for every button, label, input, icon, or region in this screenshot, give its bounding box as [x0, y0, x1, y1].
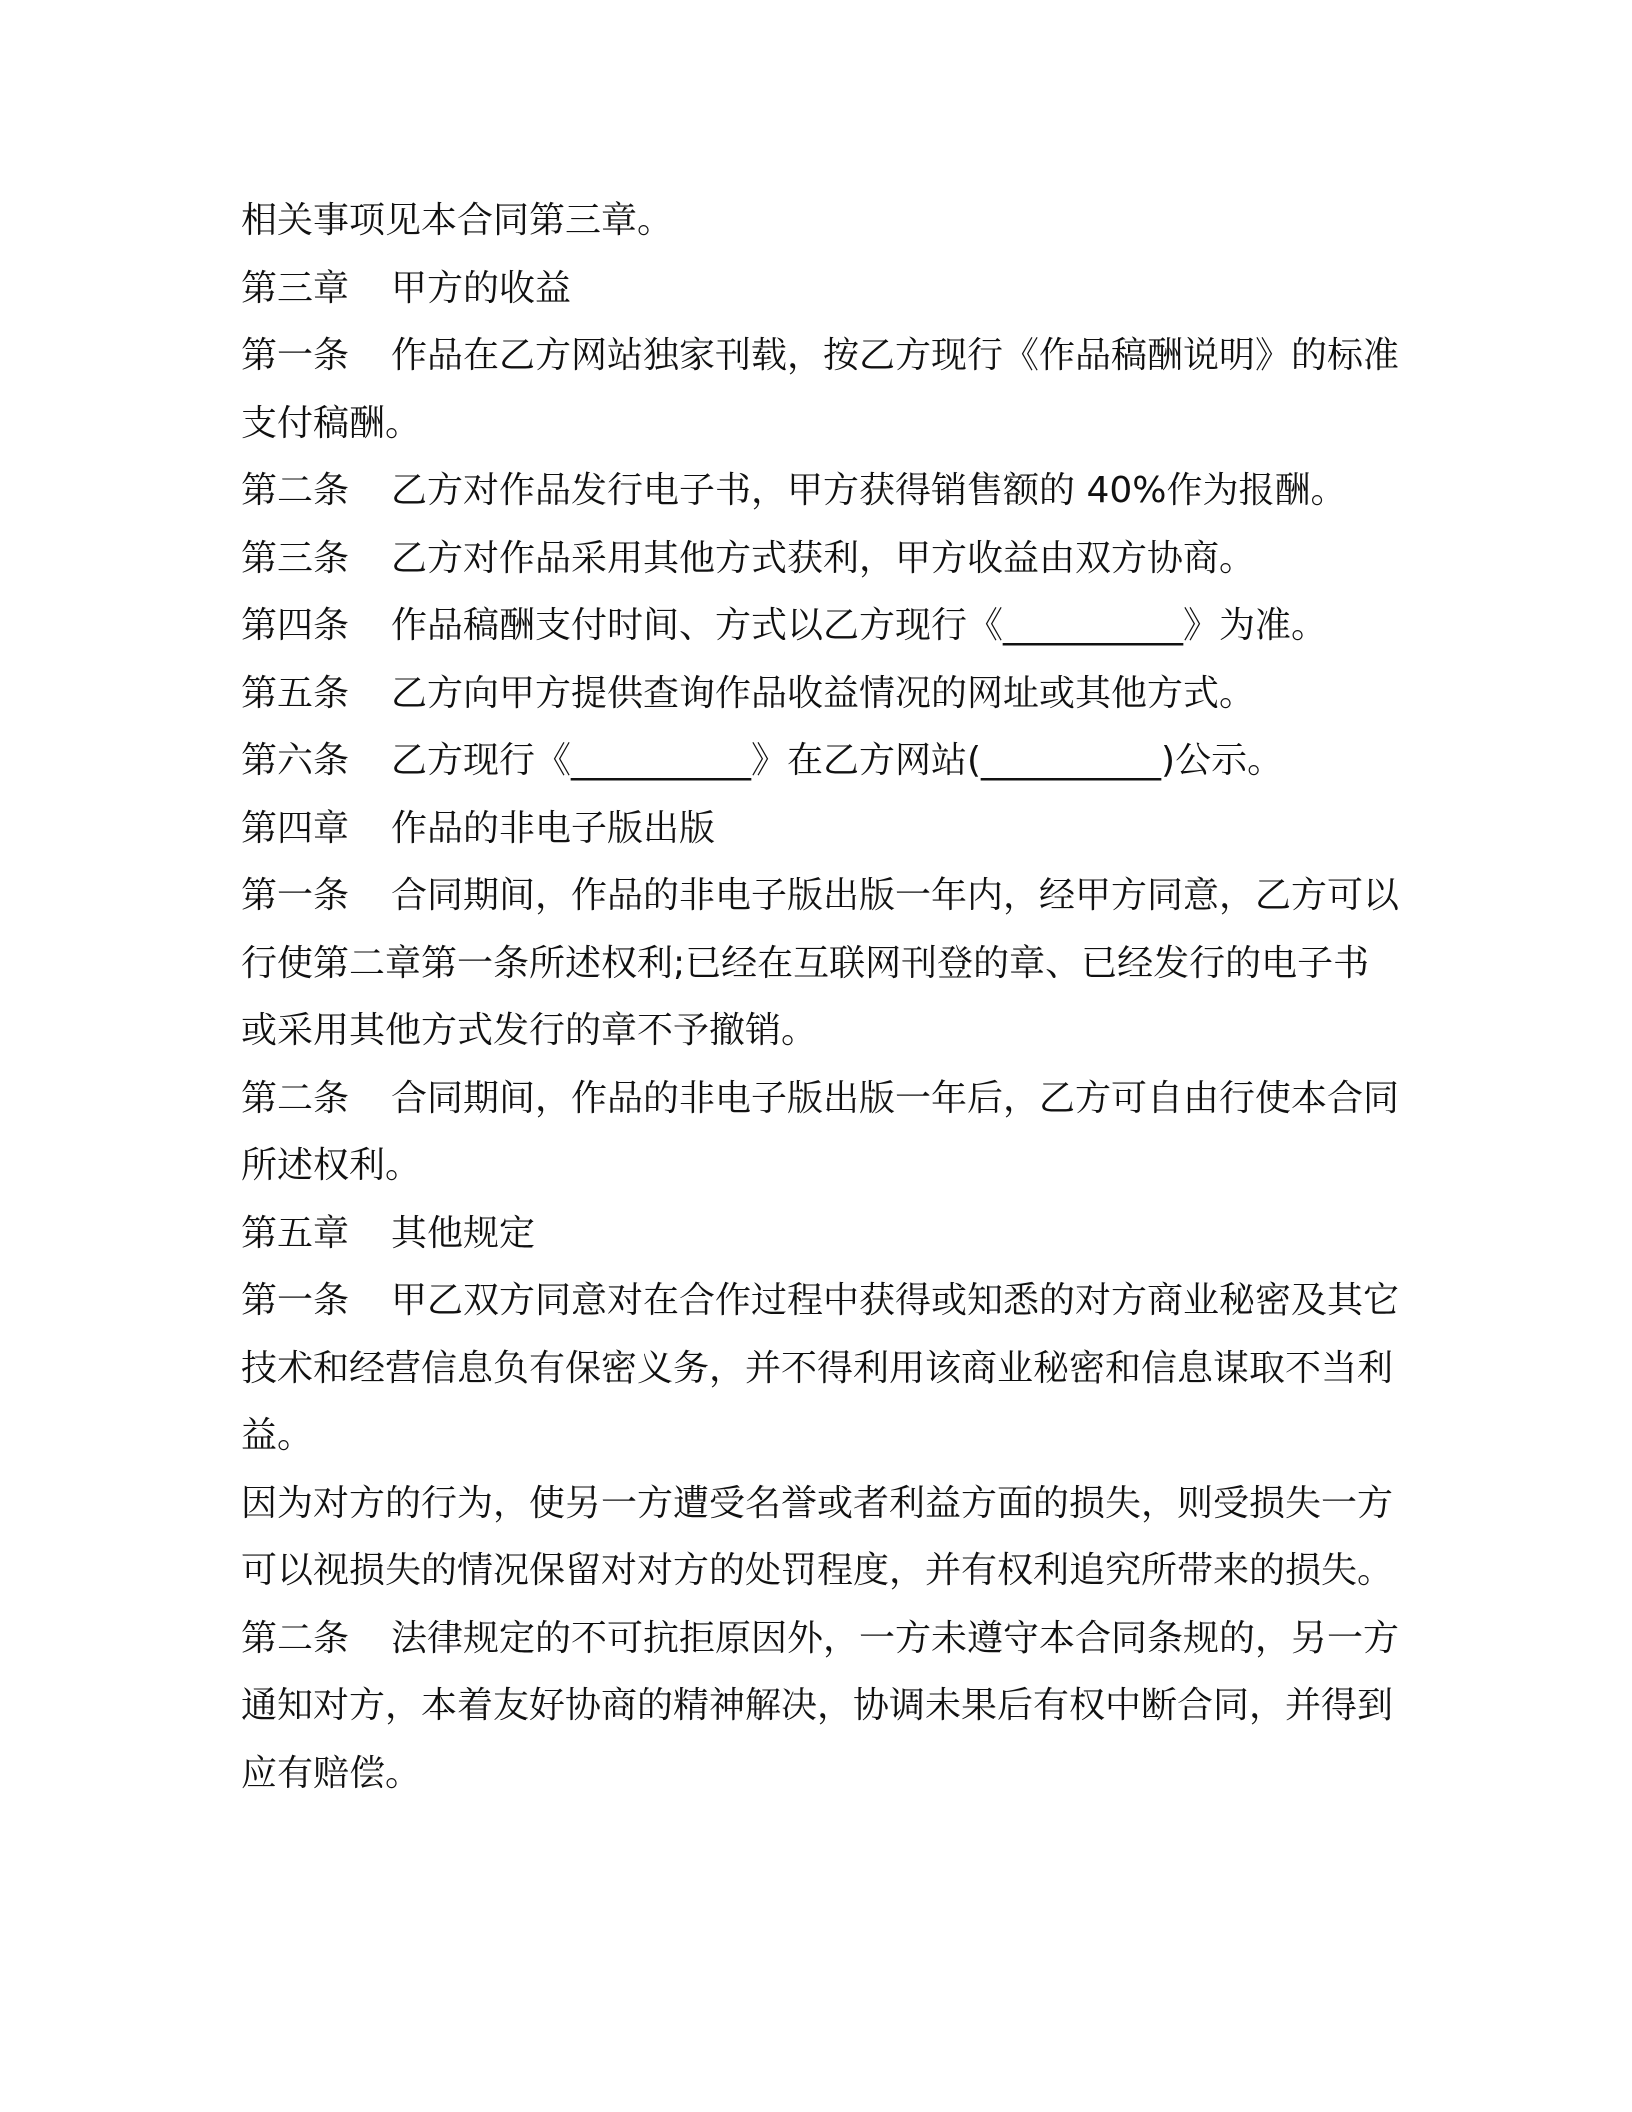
article-label: 第二条 — [241, 1077, 350, 1119]
article-label: 第一条 — [241, 875, 350, 916]
chapter-title: 甲方的收益 — [391, 267, 572, 309]
article-label: 第二条 — [241, 1617, 350, 1659]
paragraph — [241, 1470, 1401, 1605]
article-text: 合同期间，作品的非电子版出版一年后，乙方可自由行使本合同所述权利。 — [241, 1077, 1400, 1186]
article — [241, 660, 1401, 728]
article — [241, 727, 1401, 795]
article-text: 乙方向甲方提供查询作品收益情况的网址或其他方式。 — [391, 672, 1256, 714]
article — [241, 1267, 1401, 1470]
article-text: 合同期间，作品的非电子版出版一年内，经甲方同意，乙方可以行使第二章第一条所述权利;已经在互联网刊登的章、已经发行的电子书或采用其他方式发行的章不予撤销。 — [241, 875, 1400, 1051]
document-body — [241, 187, 1401, 1807]
paragraph-text: 因为对方的行为，使另一方遭受名誉或者利益方面的损失，则受损失一方可以视损失的情况保留对对方的处罚程度，并有权利追究所带来的损失。 — [241, 1482, 1394, 1591]
paragraph-text: 相关事项见本合同第三章。 — [241, 200, 674, 241]
article-label: 第一条 — [241, 335, 350, 376]
article-text: 作品在乙方网站独家刊载，按乙方现行《作品稿酬说明》的标准支付稿酬。 — [241, 335, 1400, 444]
chapter-label: 第四章 — [241, 807, 350, 849]
article — [241, 322, 1401, 457]
article-text: 作品稿酬支付时间、方式以乙方现行《__________》为准。 — [391, 605, 1328, 646]
chapter-title: 其他规定 — [391, 1212, 536, 1254]
article-text: 乙方对作品发行电子书，甲方获得销售额的 40%作为报酬。 — [391, 470, 1347, 511]
article-label: 第六条 — [241, 740, 350, 781]
article — [241, 862, 1401, 1065]
article — [241, 1605, 1401, 1808]
article-label: 第三条 — [241, 537, 350, 579]
chapter-heading — [241, 1200, 1401, 1268]
article-text: 乙方现行《__________》在乙方网站(__________)公示。 — [391, 740, 1284, 781]
article — [241, 525, 1401, 593]
chapter-heading — [241, 795, 1401, 863]
article-label: 第一条 — [241, 1280, 350, 1321]
article — [241, 457, 1401, 525]
article — [241, 592, 1401, 660]
paragraph — [241, 187, 1401, 255]
article-label: 第五条 — [241, 672, 350, 714]
chapter-heading — [241, 255, 1401, 323]
chapter-label: 第三章 — [241, 267, 350, 309]
article-label: 第四条 — [241, 605, 350, 646]
article-text: 乙方对作品采用其他方式获利，甲方收益由双方协商。 — [391, 537, 1256, 579]
chapter-title: 作品的非电子版出版 — [391, 807, 716, 849]
article — [241, 1065, 1401, 1200]
article-text: 法律规定的不可抗拒原因外，一方未遵守本合同条规的，另一方通知对方，本着友好协商的精神解决，协调未果后有权中断合同，并得到应有赔偿。 — [241, 1617, 1400, 1794]
article-label: 第二条 — [241, 470, 350, 511]
article-text: 甲乙双方同意对在合作过程中获得或知悉的对方商业秘密及其它技术和经营信息负有保密义务，并不得利用该商业秘密和信息谋取不当利益。 — [241, 1280, 1400, 1456]
chapter-label: 第五章 — [241, 1212, 350, 1254]
